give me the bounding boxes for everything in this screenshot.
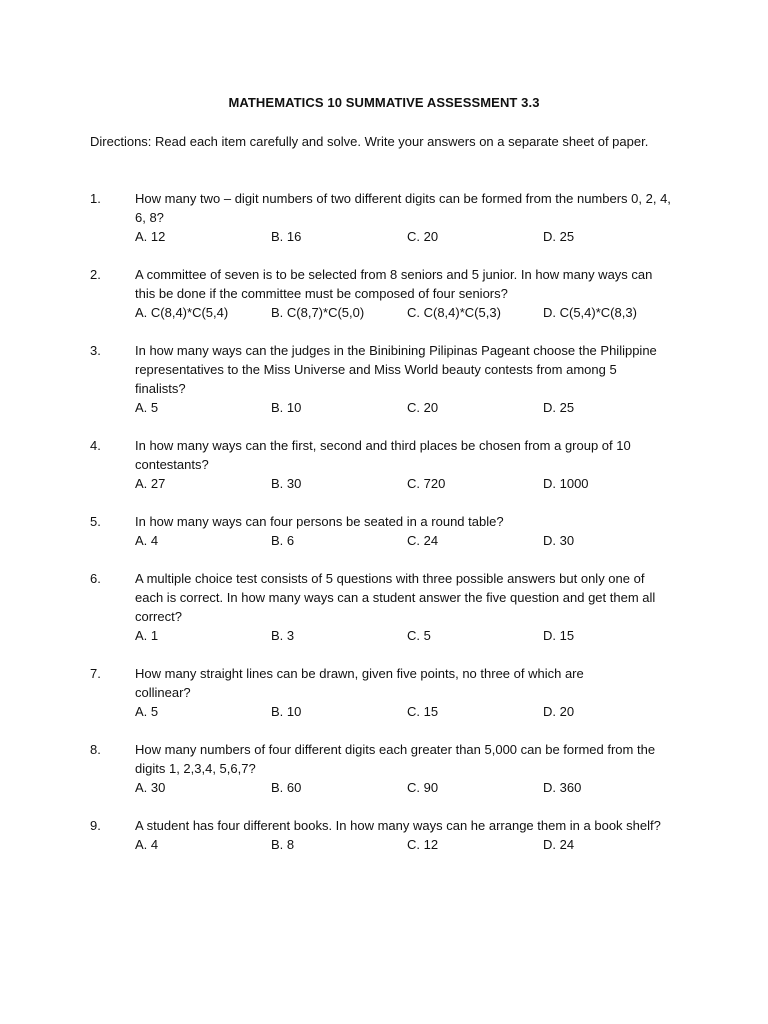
option-c: C. C(8,4)*C(5,3): [407, 305, 501, 320]
question-text: A committee of seven is to be selected from 8 seniors and 5 junior. In how many ways can this be done if the committee must be composed of four seniors?: [135, 267, 653, 301]
question-item: [90, 816, 690, 854]
option-c: C. 20: [407, 229, 439, 244]
question-body: [135, 569, 680, 645]
question-item: [90, 740, 690, 797]
option-d: D. 30: [543, 533, 575, 548]
question-text: How many numbers of four different digits each greater than 5,000 can be formed from the digits 1, 2,3,4, 5,6,7?: [135, 742, 656, 776]
page-title: MATHEMATICS 10 SUMMATIVE ASSESSMENT 3.3: [228, 95, 540, 110]
option-d: D. 25: [543, 400, 575, 415]
question-number: 5.: [90, 514, 101, 529]
question-body: [135, 436, 680, 493]
option-d: D. 1000: [543, 476, 589, 491]
question-item: [90, 436, 690, 493]
option-b: B. 8: [271, 837, 295, 852]
option-c: C. 90: [407, 780, 439, 795]
option-d: D. 15: [543, 628, 575, 643]
option-b: B. 16: [271, 229, 302, 244]
question-body: [135, 512, 680, 550]
option-c: C. 720: [407, 476, 446, 491]
option-c: C. 15: [407, 704, 439, 719]
question-item: [90, 512, 690, 550]
option-b: B. 60: [271, 780, 302, 795]
directions-text: Directions: Read each item carefully and solve. Write your answers on a separate sheet of paper.: [90, 134, 649, 149]
question-number: 6.: [90, 571, 101, 586]
option-c: C. 24: [407, 533, 439, 548]
question-body: [135, 740, 680, 797]
question-text: In how many ways can the judges in the Binibining Pilipinas Pageant choose the Philippine representatives to the Miss Universe and Miss World beauty contests from among 5 finalists?: [135, 343, 657, 396]
question-text: How many straight lines can be drawn, given five points, no three of which are collinear?: [135, 666, 584, 700]
answer-options: [135, 702, 680, 721]
answer-options: [135, 227, 680, 246]
option-b: B. 3: [271, 628, 295, 643]
option-a: A. 30: [135, 780, 166, 795]
question-item: [90, 569, 690, 645]
question-number: 8.: [90, 742, 101, 757]
question-body: [135, 664, 680, 721]
option-c: C. 5: [407, 628, 431, 643]
question-item: [90, 664, 690, 721]
question-number: 3.: [90, 343, 101, 358]
question-number: 7.: [90, 666, 101, 681]
option-a: A. 4: [135, 533, 159, 548]
question-text: In how many ways can the first, second and third places be chosen from a group of 10 contestants?: [135, 438, 631, 472]
option-c: C. 20: [407, 400, 439, 415]
option-d: D. C(5,4)*C(8,3): [543, 305, 637, 320]
option-a: A. 27: [135, 476, 166, 491]
option-a: A. 1: [135, 628, 159, 643]
answer-options: [135, 398, 680, 417]
option-b: B. 10: [271, 704, 302, 719]
question-body: [135, 816, 680, 854]
answer-options: [135, 303, 680, 322]
question-item: [90, 265, 690, 322]
question-text: A multiple choice test consists of 5 questions with three possible answers but only one of each is correct. In how many ways can a student answer the five question and get them all correct?: [135, 571, 656, 624]
option-a: A. C(8,4)*C(5,4): [135, 305, 229, 320]
question-list: [90, 189, 690, 873]
question-text: A student has four different books. In how many ways can he arrange them in a book shelf?: [135, 818, 661, 833]
question-item: [90, 341, 690, 417]
question-text: How many two – digit numbers of two different digits can be formed from the numbers 0, 2, 4, 6, 8?: [135, 191, 671, 225]
answer-options: [135, 835, 680, 854]
question-number: 4.: [90, 438, 101, 453]
option-a: A. 4: [135, 837, 159, 852]
answer-options: [135, 778, 680, 797]
question-text: In how many ways can four persons be seated in a round table?: [135, 514, 504, 529]
question-number: 1.: [90, 191, 101, 206]
question-number: 2.: [90, 267, 101, 282]
option-a: A. 12: [135, 229, 166, 244]
option-b: B. C(8,7)*C(5,0): [271, 305, 365, 320]
option-c: C. 12: [407, 837, 439, 852]
answer-options: [135, 474, 680, 493]
option-b: B. 30: [271, 476, 302, 491]
option-a: A. 5: [135, 400, 159, 415]
option-d: D. 20: [543, 704, 575, 719]
option-d: D. 24: [543, 837, 575, 852]
question-body: [135, 341, 680, 417]
option-d: D. 25: [543, 229, 575, 244]
option-a: A. 5: [135, 704, 159, 719]
question-body: [135, 189, 680, 246]
option-d: D. 360: [543, 780, 582, 795]
option-b: B. 10: [271, 400, 302, 415]
question-body: [135, 265, 680, 322]
answer-options: [135, 626, 680, 645]
question-number: 9.: [90, 818, 101, 833]
question-item: [90, 189, 690, 246]
option-b: B. 6: [271, 533, 295, 548]
answer-options: [135, 531, 680, 550]
